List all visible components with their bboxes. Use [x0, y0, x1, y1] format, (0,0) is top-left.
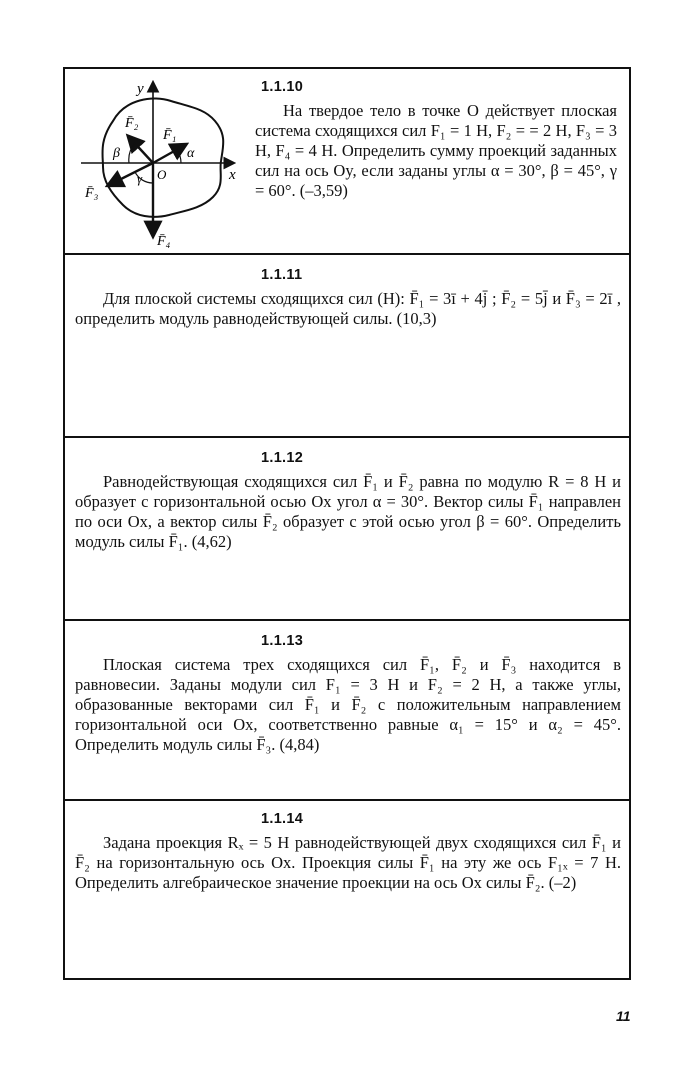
- f2-label: F̄₂: [125, 116, 139, 131]
- problem-1-1-11: [65, 255, 629, 438]
- problem-text: Равнодействующая сходящихся сил F̄₁ и F̄₂ равна по модулю R = 8 Н и образует с горизонтальной осью Ox угол α = 30°. Вектор силы F̄₁ направлен по оси Ox, а вектор силы F̄₂ образует с этой осью угол β = 60°. Определить модуль силы F̄₁. (4,62): [75, 472, 621, 551]
- problem-number: 1.1.10: [261, 79, 304, 95]
- problem-1-1-13: [65, 621, 629, 801]
- problem-number: 1.1.13: [261, 633, 304, 649]
- f4-label: F̄₄: [157, 234, 171, 249]
- problem-1-1-14: [65, 801, 629, 978]
- problem-text: Плоская система трех сходящихся сил F̄₁, F̄₂ и F̄₃ находится в равновесии. Заданы модули сил F₁ = 3 Н и F₂ = 2 Н, а также углы, образованные векторами сил F̄₁ и F̄₂ с положительным направлением горизонтальной оси Ox, соответственно равные α₁ = 15° и α₂ = 45°. Определить модуль силы F̄₃. (4,84): [75, 655, 621, 754]
- f1-label: F̄₁: [163, 128, 177, 143]
- origin-label: O: [157, 167, 167, 182]
- problem-text: На твердое тело в точке O действует плоская система сходящихся сил F₁ = 1 Н, F₂ = = 2 Н, F₃ = 3 Н, F₄ = 4 Н. Определить сумму проекций заданных сил на ось Oy, если заданы углы α = 30°, β = 45°, γ = 60°. (–3,59): [255, 101, 617, 200]
- x-axis-label: x: [229, 167, 236, 183]
- gamma-label: γ: [137, 171, 143, 186]
- force-diagram: [73, 69, 263, 255]
- force-f2-arrow: [129, 137, 153, 163]
- problem-1-1-12: [65, 438, 629, 621]
- problem-number: 1.1.12: [261, 450, 304, 466]
- page-number: 11: [616, 1008, 631, 1024]
- f3-label: F̄₃: [85, 186, 99, 201]
- alpha-arc: [177, 149, 181, 163]
- problem-text: Для плоской системы сходящихся сил (Н): F̄₁ = 3ī + 4j̄ ; F̄₂ = 5j̄ и F̄₃ = 2ī , определить модуль равнодействующей силы. (10,3): [75, 289, 621, 328]
- problem-1-1-10: [65, 69, 629, 255]
- problem-table: [63, 67, 631, 980]
- alpha-label: α: [187, 146, 195, 161]
- beta-arc: [129, 143, 135, 163]
- problem-text: Задана проекция Rₓ = 5 Н равнодействующей двух сходящихся сил F̄₁ и F̄₂ на горизонтальную ось Ox. Проекция силы F̄₁ на эту же ось F₁ₓ = 7 Н. Определить алгебраическое значение проекции на ось Ox силы F̄₂. (–2): [75, 833, 621, 892]
- beta-label: β: [113, 146, 120, 161]
- problem-number: 1.1.14: [261, 811, 304, 827]
- problem-number: 1.1.11: [261, 267, 303, 283]
- y-axis-label: y: [137, 81, 144, 97]
- force-f1-arrow: [153, 145, 185, 163]
